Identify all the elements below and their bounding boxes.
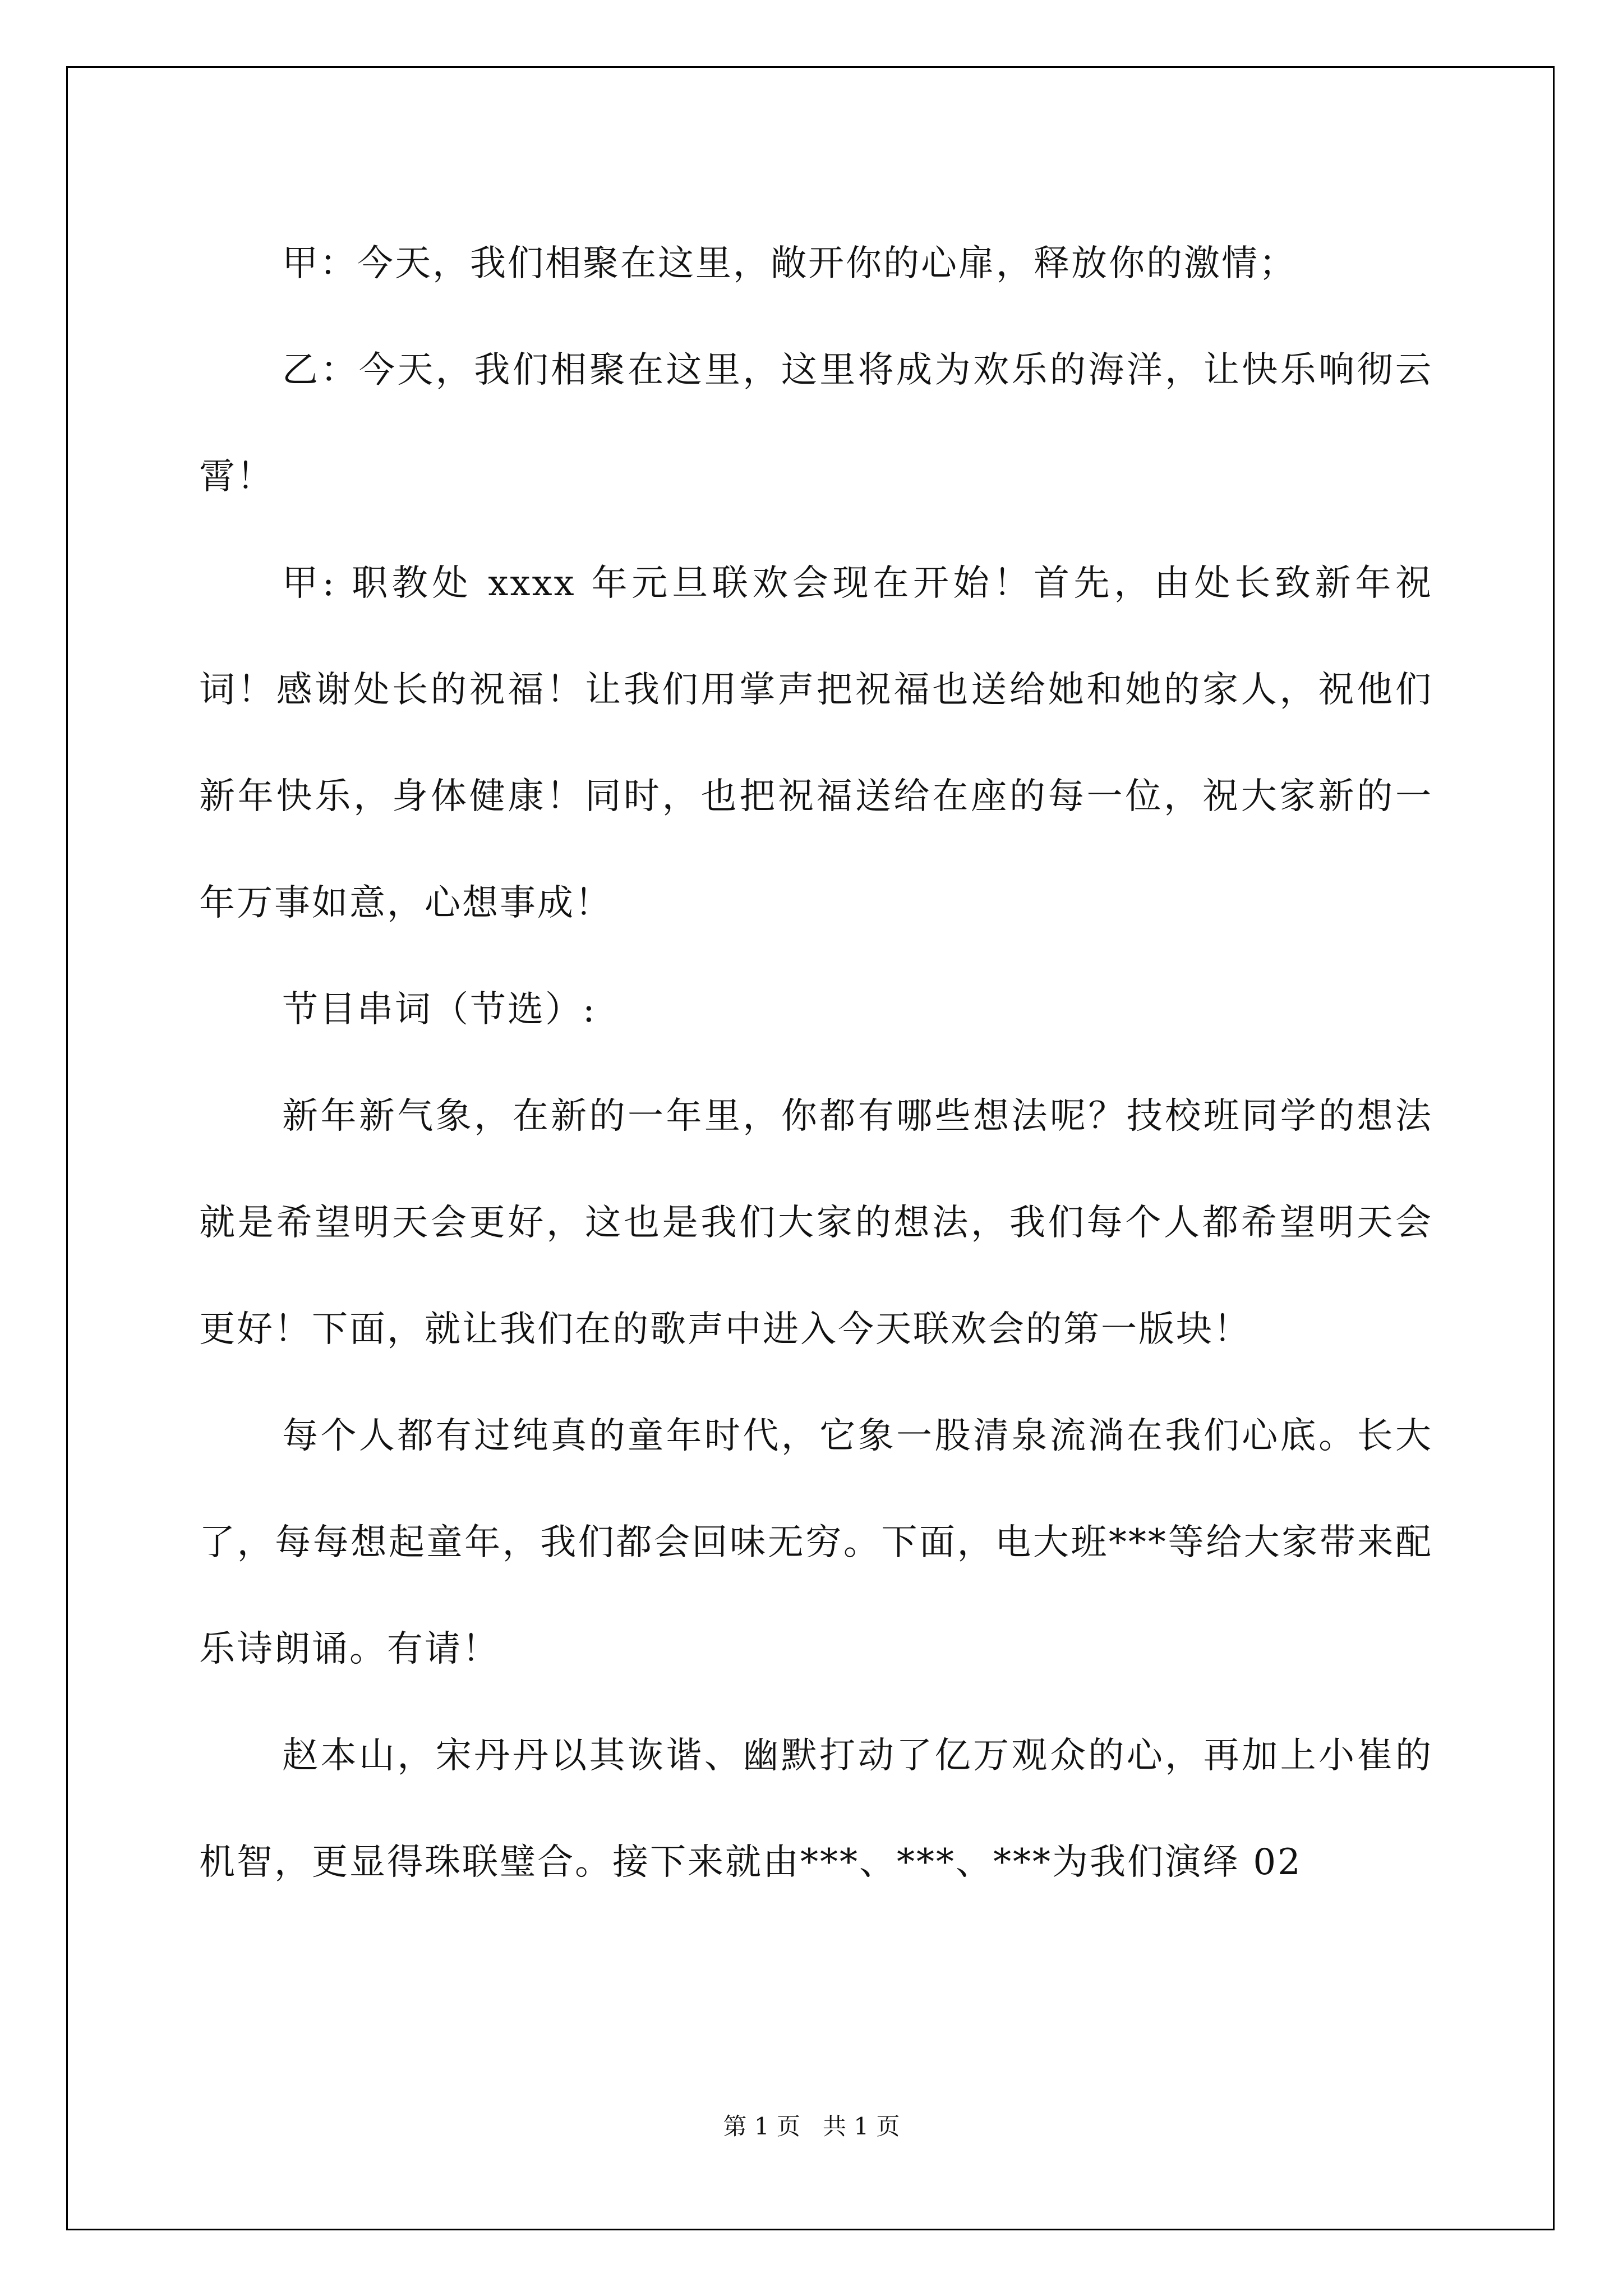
paragraph: 甲：今天，我们相聚在这里，敞开你的心扉，释放你的激情； xyxy=(282,243,1297,284)
paragraph: 新年新气象，在新的一年里，你都有哪些想法呢？技校班同学的想法就是希望明天会更好，这也是我们大家的想法，我们每个人都希望明天会更好！下面，就让我们在的歌声中进入今天联欢会的第一版块！ xyxy=(199,1096,1433,1350)
page-number-footer: 第 1 页 共 1 页 xyxy=(723,2113,900,2140)
paragraph: 赵本山，宋丹丹以其诙谐、幽默打动了亿万观众的心，再加上小崔的机智，更显得珠联璧合。接下来就由***、***、***为我们演绎 02 xyxy=(199,1735,1433,1883)
paragraph: 每个人都有过纯真的童年时代，它象一股清泉流淌在我们心底。长大了，每每想起童年，我们都会回味无穷。下面，电大班***等给大家带来配乐诗朗诵。有请！ xyxy=(199,1415,1433,1670)
paragraph: 甲: 职教处 xxxx 年元旦联欢会现在开始！首先，由处长致新年祝词！感谢处长的祝福！让我们用掌声把祝福也送给她和她的家人，祝他们新年快乐，身体健康！同时，也把祝福送给在座的每一位，祝大家新的一年万事如意，心想事成！ xyxy=(199,563,1433,924)
document-body xyxy=(199,210,1433,1916)
paragraph: 乙：今天，我们相聚在这里，这里将成为欢乐的海洋，让快乐响彻云霄！ xyxy=(199,349,1433,498)
section-heading: 节目串词（节选）: xyxy=(282,989,597,1030)
